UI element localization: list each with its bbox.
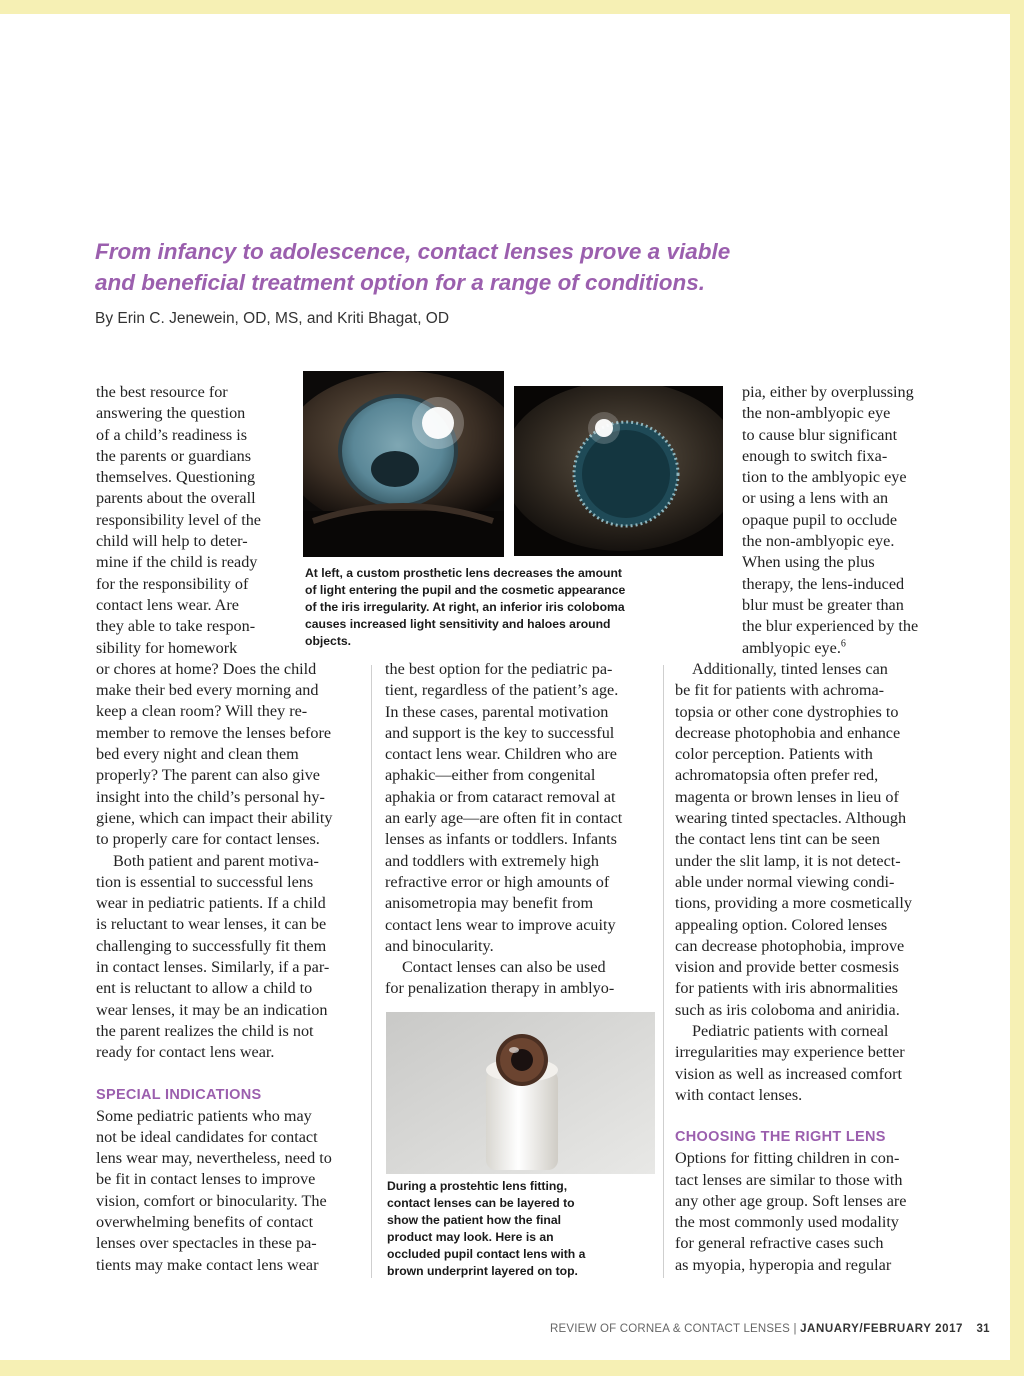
text-line: ent is reluctant to allow a child to [96,979,313,998]
text-line: as myopia, hyperopia and regular [675,1255,892,1274]
text-line: lenses as infants or toddlers. Infants [385,830,617,849]
text-line: the non-amblyopic eye. [742,532,895,551]
col2-para-2 [385,957,655,1000]
photo-layered-contact-lens [386,1012,655,1174]
text-line: irregularities may experience better [675,1043,905,1062]
text-line: the parents or guardians [96,446,252,465]
text-line: or chores at home? Does the child [96,659,317,678]
col1-para-3 [96,1106,368,1276]
caption-line: of the iris irregularity. At right, an inferior iris coloboma [305,600,625,614]
text-line: an early age—are often fit in contact [385,809,623,828]
caption-top [305,565,725,650]
text-line: ready for contact lens wear. [96,1043,275,1062]
caption-line: brown underprint layered on top. [387,1264,578,1278]
text-line: make their bed every morning and [96,681,319,700]
text-line: tients may make contact lens wear [96,1255,319,1274]
text-line: to cause blur significant [742,425,898,444]
text-line: able under normal viewing condi- [675,872,895,891]
text-line: member to remove the lenses before [96,723,332,742]
text-line: challenging to successfully fit them [96,936,327,955]
col3-para-4 [675,1148,955,1276]
text-line: they able to take respon- [96,617,256,636]
text-line: and binocularity. [385,936,494,955]
text-line: be fit for patients with achroma- [675,681,885,700]
text-line: for general refractive cases such [675,1234,884,1253]
text-line: opaque pupil to occlude [742,510,898,529]
reference-superscript: 6 [840,638,846,650]
heading-choosing-the-right-lens: CHOOSING THE RIGHT LENS [675,1129,886,1146]
text-line: refractive error or high amounts of [385,872,610,891]
text-line: vision and provide better cosmesis [675,958,899,977]
col3-para-1 [742,382,952,659]
text-line: not be ideal candidates for contact [96,1127,318,1146]
text-line: Additionally, tinted lenses can [692,660,888,678]
text-line: under the slit lamp, it is not detect- [675,851,901,870]
text-line: tions, providing a more cosmetically [675,894,912,913]
deck-line-2: and beneficial treatment option for a range of conditions. [95,270,706,295]
text-line: Pediatric patients with corneal [692,1022,889,1041]
column-3-top [742,382,952,659]
eye-illustration-right [514,386,723,556]
text-line: mine if the child is ready [96,553,258,572]
text-line: such as iris coloboma and aniridia. [675,1000,900,1019]
column-3-bottom [675,659,955,1276]
column-divider-1 [371,665,372,1278]
byline: By Erin C. Jenewein, OD, MS, and Kriti Bhagat, OD [95,310,450,327]
caption-line: occluded pupil contact lens with a [387,1247,586,1261]
text-line: contact lens wear. Children who are [385,745,617,764]
text-line: blur must be greater than [742,595,904,614]
text-line: be fit in contact lenses to improve [96,1170,316,1189]
caption-line: of light entering the pupil and the cosmetic appearance [305,583,626,597]
caption-line: show the patient how the final [387,1213,562,1227]
col3-para-2 [675,659,955,1021]
footer-separator: | [793,1323,797,1335]
text-line: achromatopsia often prefer red, [675,766,879,785]
text-line: overwhelming benefits of contact [96,1212,314,1231]
text-line: decrease photophobia and enhance [675,723,901,742]
page [0,14,1010,1360]
text-line: with contact lenses. [675,1085,803,1104]
text-line: the non-amblyopic eye [742,404,891,423]
text-line: lens wear may, nevertheless, need to [96,1149,332,1168]
col2-para-1 [385,659,655,957]
text-line: in contact lenses. Similarly, if a par- [96,958,330,977]
text-line: pia, either by overplussing [742,383,914,401]
col1-para-2 [96,851,368,1064]
text-line: contact lens wear to improve acuity [385,915,616,934]
text-line: the parent realizes the child is not [96,1021,314,1040]
text-line: sibility for homework [96,638,238,657]
text-line: Options for fitting children in con- [675,1149,900,1168]
caption-line: causes increased light sensitivity and haloes around [305,617,611,631]
text-line: and toddlers with extremely high [385,851,599,870]
caption-line: During a prostehtic lens fitting, [387,1179,568,1193]
text-line: to properly care for contact lenses. [96,830,320,849]
text-line: answering the question [96,404,246,423]
page-number: 31 [976,1323,990,1335]
lens-stand-illustration [386,1012,655,1174]
text-line: the contact lens tint can be seen [675,830,880,849]
text-line: lenses over spectacles in these pa- [96,1234,317,1253]
text-line: can decrease photophobia, improve [675,936,905,955]
text-line: the most commonly used modality [675,1213,899,1232]
caption-line: objects. [305,634,352,648]
col3-para-3 [675,1021,955,1106]
text-line: the best option for the pediatric pa- [385,660,613,678]
text-line: bed every night and clean them [96,745,299,764]
text-line: appealing option. Colored lenses [675,915,888,934]
footer-journal: REVIEW OF CORNEA & CONTACT LENSES [550,1323,791,1335]
text-line: In these cases, parental motivation [385,702,609,721]
text-line: for penalization therapy in amblyo- [385,979,615,998]
caption-line: contact lenses can be layered to [387,1196,575,1210]
caption-bottom [387,1178,655,1280]
text-line: color perception. Patients with [675,745,873,764]
heading-special-indications: SPECIAL INDICATIONS [96,1086,262,1103]
text-line: insight into the child’s personal hy- [96,787,325,806]
text-line: tact lenses are similar to those with [675,1170,903,1189]
text-line: for patients with iris abnormalities [675,979,898,998]
text-line: magenta or brown lenses in lieu of [675,787,899,806]
text-line: wear lenses, it may be an indication [96,1000,328,1019]
text-line: Contact lenses can also be used [402,958,606,977]
text-line: keep a clean room? Will they re- [96,702,308,721]
text-line: tient, regardless of the patient’s age. [385,681,619,700]
photo-iris-coloboma-eye [514,386,723,556]
text-line: wear in pediatric patients. If a child [96,894,326,913]
deck-line-1: From infancy to adolescence, contact lenses prove a viable [95,239,731,264]
text-line: vision as well as increased comfort [675,1064,903,1083]
caption-line: product may look. Here is an [387,1230,554,1244]
text-line: wearing tinted spectacles. Although [675,809,907,828]
text-line: amblyopic eye. [742,638,841,657]
text-line: child will help to deter- [96,532,248,551]
article-deck [95,236,855,298]
text-line: anisometropia may benefit from [385,894,594,913]
text-line: for the responsibility of [96,574,249,593]
text-line: vision, comfort or binocularity. The [96,1191,327,1210]
text-line: any other age group. Soft lenses are [675,1191,907,1210]
text-line: themselves. Questioning [96,468,256,487]
text-line: parents about the overall [96,489,256,508]
text-line: is reluctant to wear lenses, it can be [96,915,327,934]
text-line: When using the plus [742,553,875,572]
caption-line: At left, a custom prosthetic lens decreases the amount [305,566,622,580]
eye-illustration-left [303,371,504,557]
text-line: giene, which can impact their ability [96,808,333,827]
text-line: responsibility level of the [96,510,261,529]
text-line: contact lens wear. Are [96,595,239,614]
text-line: enough to switch fixa- [742,446,888,465]
text-line: tion is essential to successful lens [96,872,314,891]
column-divider-2 [663,665,664,1278]
text-line: or using a lens with an [742,489,889,508]
text-line: of a child’s readiness is [96,425,248,444]
column-2 [385,659,655,1000]
text-line: topsia or other cone dystrophies to [675,702,899,721]
text-line: the blur experienced by the [742,617,919,636]
text-line: aphakic—either from congenital [385,766,596,785]
text-line: and support is the key to successful [385,723,615,742]
text-line: aphakia or from cataract removal at [385,787,616,806]
footer-issue: JANUARY/FEBRUARY 2017 [800,1323,964,1335]
text-line: properly? The parent can also give [96,766,320,785]
page-footer [550,1323,990,1335]
text-line: Both patient and parent motiva- [113,851,319,870]
text-line: therapy, the lens-induced [742,574,905,593]
text-line: the best resource for [96,383,228,401]
photo-prosthetic-lens-eye [303,371,504,557]
text-line: tion to the amblyopic eye [742,468,907,487]
text-line: Some pediatric patients who may [96,1106,312,1125]
